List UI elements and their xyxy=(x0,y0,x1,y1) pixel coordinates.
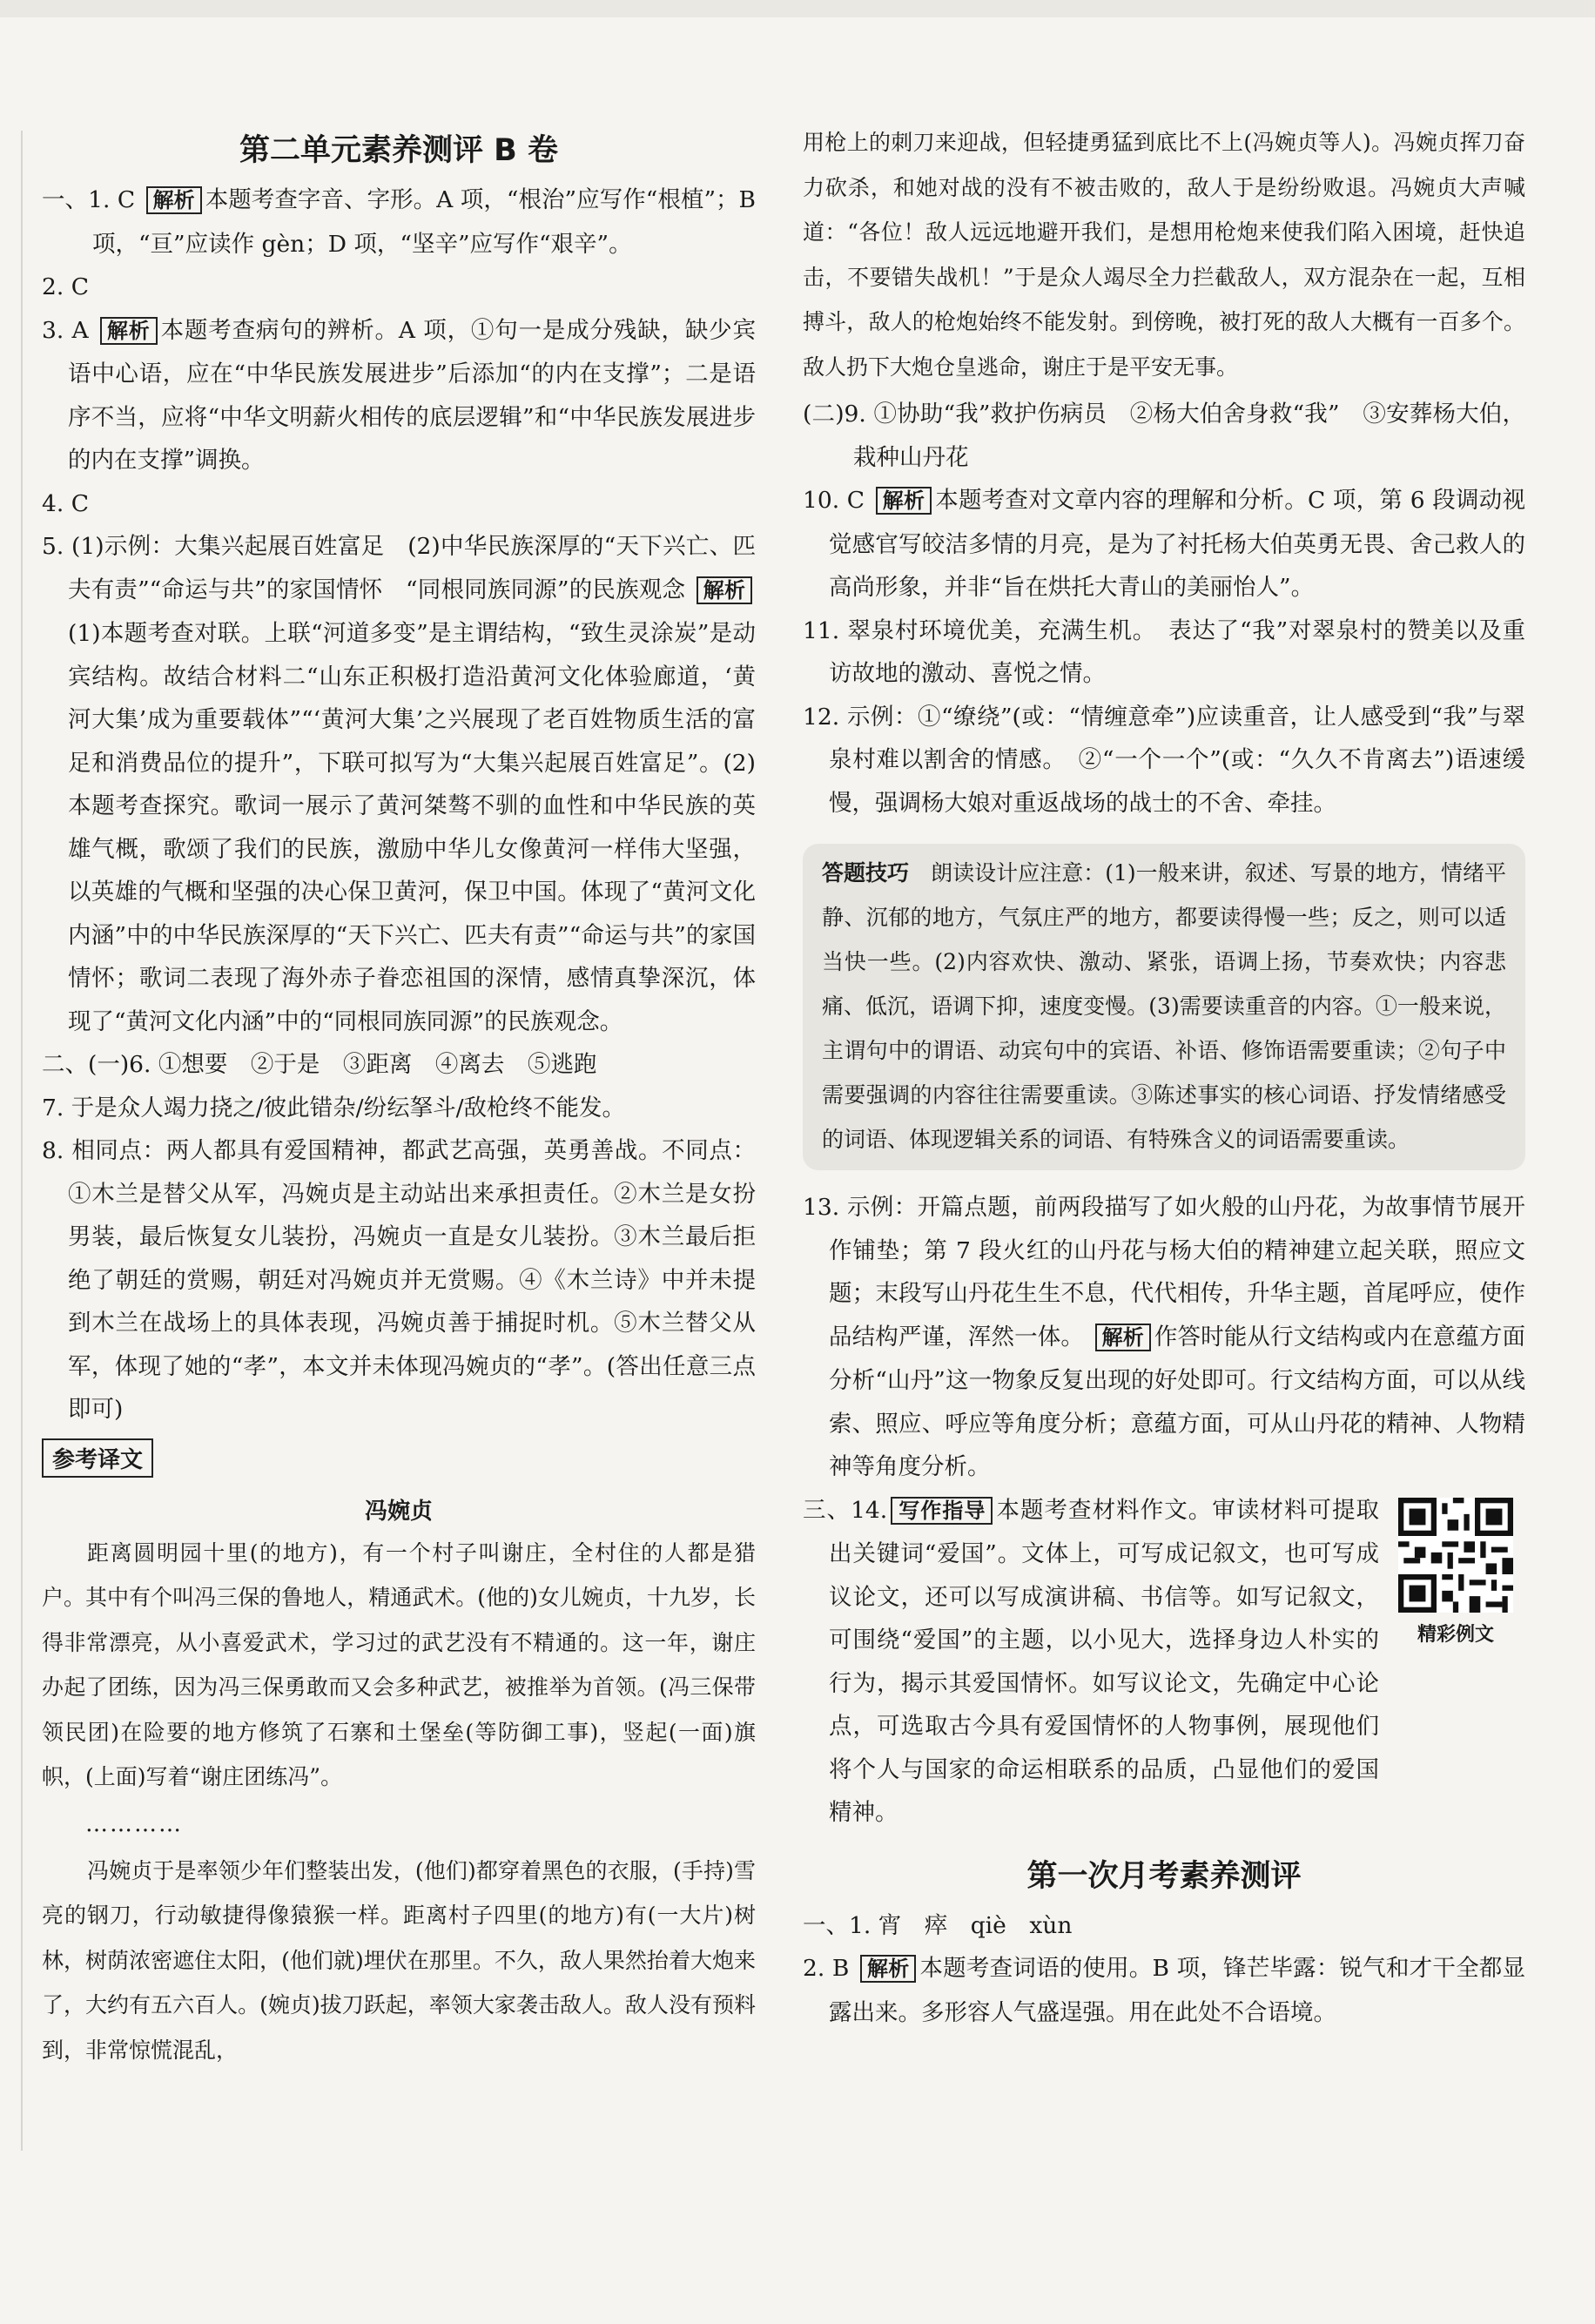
answer-q12: 12. 示例：①“缭绕”(或：“情缠意牵”)应读重音，让人感受到“我”与翠泉村难以割舍的情感。 ②“一个一个”(或：“久久不肯离去”)语速缓慢，强调杨大娘对重返战场的战士的不舍、牵挂。 xyxy=(803,703,1525,817)
qr-caption: 精彩例文 xyxy=(1417,1623,1494,1646)
answer-q9: (二)9. ①协助“我”救护伤病员 ②杨大伯舍身救“我” ③安葬杨大伯，栽种山丹花 xyxy=(803,401,1525,471)
left-column xyxy=(42,118,756,2072)
qr-code-icon[interactable] xyxy=(1398,1498,1513,1613)
answer-q8: 8. 相同点：两人都具有爱国精神，都武艺高强，英勇善战。不同点：①木兰是替父从军，冯婉贞是主动站出来承担责任。②木兰是女扮男装，最后恢复女儿装扮，冯婉贞一直是女儿装扮。③木兰最后拒绝了朝廷的赏赐，朝廷对冯婉贞并无赏赐。④《木兰诗》中并未提到木兰在战场上的具体表现，冯婉贞善于捕捉时机。⑤木兰替父从军，体现了她的“孝”，本文并未体现冯婉贞的“孝”。(答出任意三点即可) xyxy=(42,1137,756,1423)
analysis-tag: 解析 xyxy=(697,576,752,604)
analysis-tag: 解析 xyxy=(1095,1324,1151,1351)
writing-guide-block xyxy=(803,1489,1525,1835)
answer-q1: 一、1. C 解析 本题考查字音、字形。A 项，“根治”应写作“根植”；B 项，“亘”应读作 gèn；D 项，“坚辛”应写作“艰辛”。 xyxy=(42,186,756,258)
answer-q4: 4. C xyxy=(42,489,89,517)
analysis-tag: 解析 xyxy=(146,186,202,214)
answer-q13: 13. 示例：开篇点题，前两段描写了如火般的山丹花，为故事情节展开作铺垫；第 7 段火红的山丹花与杨大伯的精神建立起关联，照应文题；末段写山丹花生生不息，代代相传，升华主题，首尾呼应，使作品结构严谨，浑然一体。 解析 作答时能从行文结构或内在意蕴方面分析“山丹”这一物象反复出现的好处即可。行文结构方面，可以从线索、照应、呼应等角度分析；意蕴方面，可从山丹花的精神、人物精神等角度分析。 xyxy=(803,1194,1526,1480)
translation-title: 冯婉贞 xyxy=(364,1498,433,1525)
answer-q7: 7. 于是众人竭力挠之/彼此错杂/纷纭拏斗/敌枪终不能发。 xyxy=(42,1094,625,1122)
translation-paragraph: 距离圆明园十里(的地方)，有一个村子叫谢庄，全村住的人都是猎户。其中有个叫冯三保的鲁地人，精通武术。(他的)女儿婉贞，十九岁，长得非常漂亮，从小喜爱武术，学习过的武艺没有不精通的。这一年，谢庄办起了团练，因为冯三保勇敢而又会多种武艺，被推举为首领。(冯三保带领民团)在险要的地方修筑了石寨和土堡垒(等防御工事)，竖起(一面)旗帜，(上面)写着“谢庄团练冯”。 xyxy=(42,1539,756,1789)
answer-m2: 2. B 解析 本题考查词语的使用。B 项，锋芒毕露：锐气和才干全都显露出来。多形容人气盛逞强。用在此处不合语境。 xyxy=(803,1955,1525,2026)
reference-translation-label: 参考译文 xyxy=(42,1438,153,1478)
margin-line xyxy=(21,131,23,2151)
answer-q2: 2. C xyxy=(42,273,89,300)
answer-q11: 11. 翠泉村环境优美，充满生机。 表达了“我”对翠泉村的赞美以及重访故地的激动、喜悦之情。 xyxy=(803,616,1525,687)
tip-label: 答题技巧 xyxy=(822,860,910,886)
top-shade xyxy=(0,0,1595,17)
analysis-tag: 解析 xyxy=(100,317,158,345)
answer-q10: 10. C 解析 本题考查对文章内容的理解和分析。C 项，第 6 段调动视觉感官写皎洁多情的月亮，是为了衬托杨大伯英勇无畏、舍己救人的高尚形象，并非“旨在烘托大青山的美丽怡人”。 xyxy=(803,487,1525,601)
section-title: 第二单元素养测评 B 卷 xyxy=(239,133,559,168)
answer-q14: 三、14. 写作指导 本题考查材料作文。审读材料可提取出关键词“爱国”。文体上，可写成记叙文，也可写成议论文，还可以写成演讲稿、书信等。如写记叙文，可围绕“爱国”的主题，以小见大，选择身边人朴实的行为，揭示其爱国情怀。如写议论文，先确定中心论点，可选取古今具有爱国情怀的人物事例，展现他们将个人与国家的命运相联系的品质，凸显他们的爱国精神。 xyxy=(803,1496,1380,1826)
tip-text: 朗读设计应注意：(1)一般来讲，叙述、写景的地方，情绪平静、沉郁的地方，气氛庄严的地方，都要读得慢一些；反之，则可以适当快一些。(2)内容欢快、激动、紧张，语调上扬，节奏欢快；内容悲痛、低沉，语调下抑，速度变慢。(3)需要读重音的内容。①一般来说，主谓句中的谓语、动宾句中的宾语、补语、修饰语需要重读；②句子中需要强调的内容往往需要重读。③陈述事实的核心词语、抒发情绪感受的词语、体现逻辑关系的词语、有特殊含义的词语需要重读。 xyxy=(822,860,1506,1152)
writing-guide-tag: 写作指导 xyxy=(891,1497,993,1525)
analysis-tag: 解析 xyxy=(876,487,932,515)
ellipsis: ………… xyxy=(85,1810,183,1837)
analysis-tag: 解析 xyxy=(860,1955,916,1983)
answer-q3: 3. A 解析 本题考查病句的辨析。A 项，①句一是成分残缺，缺少宾语中心语，应在“中华民族发展进步”后添加“的内在支撑”；二是语序不当，应将“中华文明薪火相传的底层逻辑”和“中华民族发展进步的内在支撑”调换。 xyxy=(42,316,756,474)
answer-m1: 一、1. 宵 瘁 qiè xùn xyxy=(803,1911,1073,1939)
tip-box xyxy=(803,844,1525,1170)
qr-block[interactable] xyxy=(1386,1498,1525,1835)
answer-q6: 二、(一)6. ①想要 ②于是 ③距离 ④离去 ⑤逃跑 xyxy=(42,1051,597,1078)
translation-paragraph: 冯婉贞于是率领少年们整装出发，(他们)都穿着黑色的衣服，(手持)雪亮的钢刀，行动敏捷得像猿猴一样。距离村子四里(的地方)有(一大片)树林，树荫浓密遮住太阳，(他们就)埋伏在那里。不久，敌人果然抬着大炮来了，大约有五六百人。(婉贞)拔刀跃起，率领大家袭击敌人。敌人没有预料到，非常惊慌混乱， xyxy=(42,1857,756,2063)
section-title: 第一次月考素养测评 xyxy=(1026,1858,1302,1894)
answer-q5: 5. (1)示例：大集兴起展百姓富足 (2)中华民族深厚的“天下兴亡、匹夫有责”“命运与共”的家国情怀 “同根同族同源”的民族观念 解析(1)本题考查对联。上联“河道多变”是主谓结构，“致生灵涂炭”是动宾结构。故结合材料二“山东正积极打造沿黄河文化体验廊道，‘黄河大集’成为重要载体”“‘黄河大集’之兴展现了老百姓物质生活的富足和消费品位的提升”，下联可拟写为“大集兴起展百姓富足”。(2)本题考查探究。歌词一展示了黄河桀骜不驯的血性和中华民族的英雄气概，歌颂了我们的民族，激励中华儿女像黄河一样伟大坚强，以英雄的气概和坚强的决心保卫黄河，保卫中国。体现了“黄河文化内涵”中的中华民族深厚的“天下兴亡、匹夫有责”“命运与共”的家国情怀；歌词二表现了海外赤子眷恋祖国的深情，感情真挚深沉，体现了“黄河文化内涵”中的“同根同族同源”的民族观念。 xyxy=(42,533,756,1035)
translation-continued: 用枪上的刺刀来迎战，但轻捷勇猛到底比不上(冯婉贞等人)。冯婉贞挥刀奋力砍杀，和她对战的没有不被击败的，敌人于是纷纷败退。冯婉贞大声喊道：“各位！敌人远远地避开我们，是想用枪炮来使我们陷入困境，赶快追击，不要错失战机！”于是众人竭尽全力拦截敌人，双方混杂在一起，互相搏斗，敌人的枪炮始终不能发射。到傍晚，被打死的敌人大概有一百多个。敌人扔下大炮仓皇逃命，谢庄于是平安无事。 xyxy=(803,130,1525,380)
right-column xyxy=(803,120,1525,2034)
